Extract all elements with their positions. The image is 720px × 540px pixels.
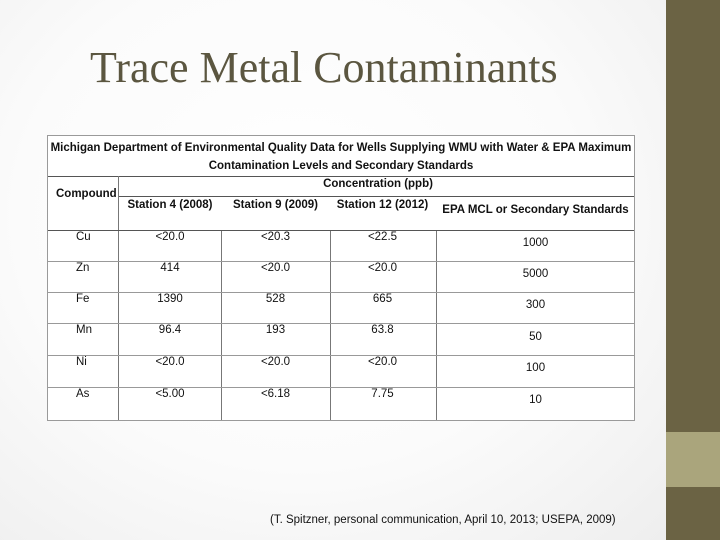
caption-rule (48, 176, 634, 177)
col-header-epa: EPA MCL or Secondary Standards (442, 204, 629, 216)
data-table (47, 135, 635, 421)
cell-station12: <20.0 (367, 356, 398, 368)
cell-station12: <20.0 (367, 262, 398, 274)
cell-station12: <22.5 (367, 231, 398, 243)
cell-epa: 1000 (522, 237, 549, 249)
column-divider (118, 230, 119, 420)
source-citation: (T. Spitzner, personal communication, April 10, 2013; USEPA, 2009) (270, 514, 616, 526)
cell-station9: 528 (265, 293, 286, 305)
table-caption-line2: Contamination Levels and Secondary Standards (208, 160, 474, 172)
cell-station9: <20.0 (260, 262, 291, 274)
cell-station4: <5.00 (155, 388, 185, 400)
cell-station9: <20.0 (260, 356, 291, 368)
concentration-header: Concentration (ppb) (323, 178, 433, 190)
side-bar-dark (666, 0, 720, 432)
concentration-rule (118, 196, 634, 197)
cell-epa: 5000 (522, 268, 549, 280)
cell-epa: 300 (525, 299, 546, 311)
cell-station4: <20.0 (155, 231, 185, 243)
cell-station9: <6.18 (260, 388, 291, 400)
cell-compound: Zn (76, 262, 90, 274)
compound-divider (118, 176, 119, 230)
cell-epa: 50 (529, 331, 542, 343)
col-header-station9: Station 9 (2009) (233, 199, 318, 211)
cell-station9: <20.3 (260, 231, 291, 243)
cell-station4: 1390 (157, 293, 183, 305)
cell-station4: 96.4 (158, 324, 182, 336)
cell-station4: 414 (160, 262, 180, 274)
cell-station12: 665 (372, 293, 393, 305)
slide-title: Trace Metal Contaminants (90, 43, 558, 92)
cell-compound: Fe (76, 293, 90, 305)
side-bar-light (666, 432, 720, 487)
table-caption (48, 136, 634, 179)
cell-epa: 10 (529, 394, 542, 406)
compound-header: Compound (56, 188, 117, 200)
cell-station4: <20.0 (155, 356, 185, 368)
cell-compound: Ni (76, 356, 87, 368)
column-divider (221, 230, 222, 420)
col-header-station12: Station 12 (2012) (336, 199, 429, 211)
side-bar-bottom (666, 487, 720, 540)
col-header-station4: Station 4 (2008) (127, 199, 213, 211)
cell-station12: 63.8 (371, 324, 394, 336)
cell-compound: Cu (76, 231, 91, 243)
column-divider (436, 230, 437, 420)
cell-compound: As (76, 388, 90, 400)
cell-station12: 7.75 (371, 388, 394, 400)
cell-compound: Mn (76, 324, 92, 336)
cell-epa: 100 (525, 362, 546, 374)
table-caption-line1: Michigan Department of Environmental Quality Data for Wells Supplying WMU with Water & EPA Maximum (50, 142, 632, 154)
cell-station9: 193 (265, 324, 286, 336)
